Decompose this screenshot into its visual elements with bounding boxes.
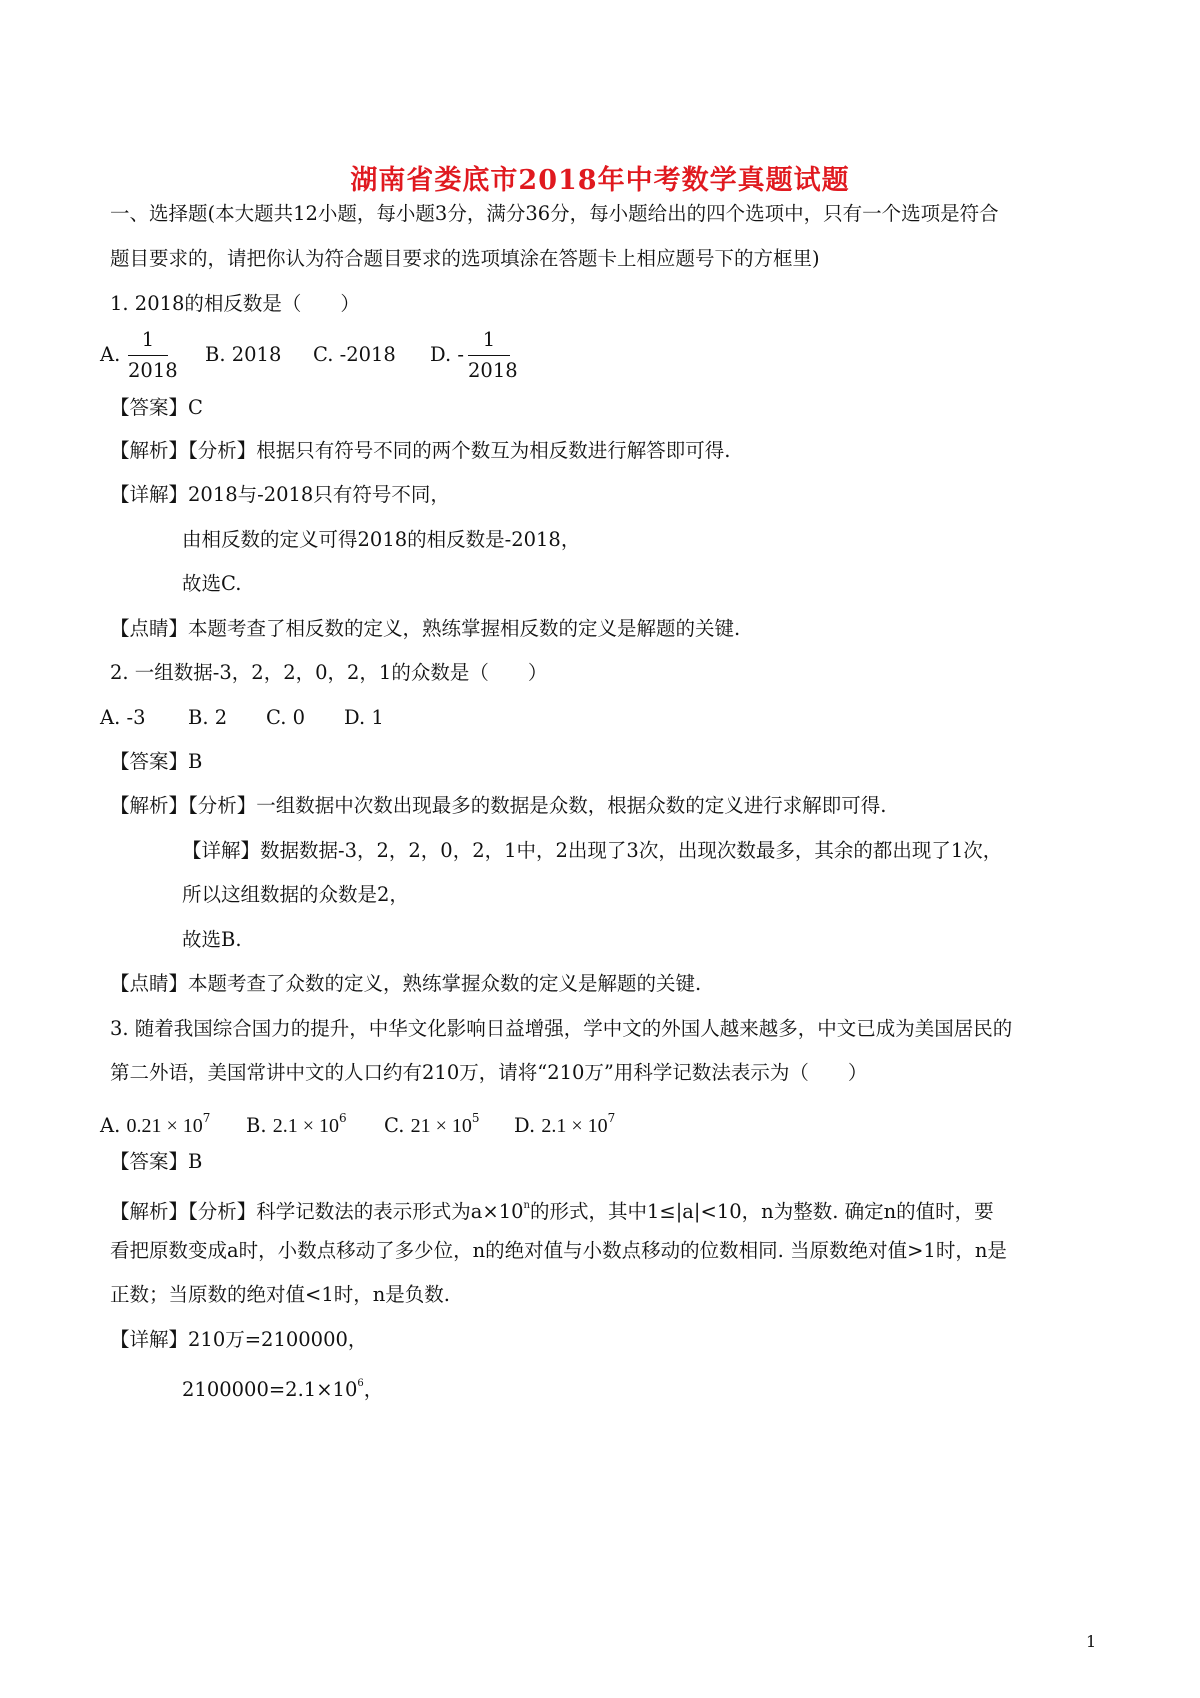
q3-option-c	[384, 1104, 480, 1140]
q1-option-a-label: A.	[100, 343, 121, 366]
q2-option-c: C. 0	[266, 706, 306, 729]
q1-option-d-label: D. -	[430, 343, 464, 366]
q2-comment: 【点睛】本题考查了众数的定义，熟练掌握众数的定义是解题的关键.	[110, 972, 702, 995]
q2-stem: 2. 一组数据-3，2，2，0，2，1的众数是（ ）	[110, 661, 548, 684]
q2-answer: 【答案】B	[110, 750, 203, 773]
q1-detail-line1: 【详解】2018与-2018只有符号不同，	[110, 483, 450, 506]
section-instructions-line1: 一、选择题(本大题共12小题，每小题3分，满分36分，每小题给出的四个选项中，只有一个选项是符合	[110, 202, 999, 225]
q1-option-a-numerator: 1	[141, 328, 155, 351]
q3-option-b	[246, 1104, 347, 1140]
q3-analysis-line3: 正数；当原数的绝对值<1时，n是负数.	[110, 1283, 451, 1306]
q3-option-a-label: A.	[100, 1114, 121, 1137]
q3-stem-line1: 3. 随着我国综合国力的提升，中华文化影响日益增强，学中文的外国人越来越多，中文已成为美国居民的	[110, 1017, 1013, 1040]
q1-detail-line3: 故选C.	[182, 572, 242, 595]
q2-detail-line2: 所以这组数据的众数是2，	[182, 883, 409, 906]
q2-option-a: A. -3	[100, 706, 146, 729]
q3-analysis-line1-exponent: n	[523, 1200, 530, 1211]
document-title: 湖南省娄底市2018年中考数学真题试题	[350, 165, 850, 196]
q1-detail-line2: 由相反数的定义可得2018的相反数是-2018，	[182, 528, 581, 551]
fraction-bar	[128, 355, 168, 356]
q3-option-c-exponent: 5	[471, 1111, 480, 1125]
q3-option-b-exponent: 6	[339, 1111, 347, 1125]
q1-option-d-numerator: 1	[482, 328, 496, 351]
q1-option-b: B. 2018	[205, 343, 282, 366]
q3-option-d-base: 2.1 × 10	[541, 1115, 608, 1137]
q3-option-d	[514, 1104, 615, 1140]
q3-detail-line2-rest: ，	[363, 1378, 384, 1401]
q1-option-a-fraction	[128, 328, 178, 383]
q3-analysis-line2: 看把原数变成a时，小数点移动了多少位，n的绝对值与小数点移动的位数相同. 当原数绝对值>1时，n是	[110, 1239, 1007, 1262]
q3-option-a	[100, 1104, 210, 1140]
q3-analysis-line1-rest: 的形式，其中1≤|a|<10，n为整数. 确定n的值时，要	[529, 1200, 994, 1223]
q3-option-d-label: D.	[514, 1114, 536, 1137]
q2-analysis: 【解析】【分析】一组数据中次数出现最多的数据是众数，根据众数的定义进行求解即可得.	[110, 794, 887, 817]
q2-detail-line3: 故选B.	[182, 928, 242, 951]
q1-analysis: 【解析】【分析】根据只有符号不同的两个数互为相反数进行解答即可得.	[110, 439, 731, 462]
q3-option-a-exponent: 7	[202, 1111, 211, 1125]
q3-answer: 【答案】B	[110, 1150, 203, 1173]
fraction-bar	[468, 355, 510, 356]
q1-option-a-denominator: 2018	[128, 359, 178, 382]
q1-comment: 【点睛】本题考查了相反数的定义，熟练掌握相反数的定义是解题的关键.	[110, 617, 741, 640]
q3-analysis-line1	[110, 1192, 994, 1226]
q3-option-c-base: 21 × 10	[410, 1115, 472, 1137]
q3-detail-line2-text: 2100000=2.1×10	[182, 1378, 358, 1401]
section-instructions-line2: 题目要求的，请把你认为符合题目要求的选项填涂在答题卡上相应题号下的方框里)	[110, 247, 820, 270]
page-number: 1	[1086, 1632, 1097, 1651]
q1-option-d-fraction	[468, 328, 518, 383]
q3-analysis-line1-text: 【解析】【分析】科学记数法的表示形式为a×10	[110, 1200, 524, 1223]
q3-option-b-label: B.	[246, 1114, 267, 1137]
q2-detail-line1: 【详解】数据数据-3，2，2，0，2，1中，2出现了3次，出现次数最多，其余的都出现了1次，	[182, 839, 1003, 862]
q3-detail-line2-exponent: 6	[357, 1378, 364, 1389]
q3-detail-line2	[182, 1370, 383, 1404]
q3-option-a-base: 0.21 × 10	[126, 1115, 203, 1137]
q1-answer: 【答案】C	[110, 396, 203, 419]
q3-stem-line2: 第二外语，美国常讲中文的人口约有210万，请将“210万”用科学记数法表示为（ ）	[110, 1061, 868, 1084]
q1-stem: 1. 2018的相反数是（ ）	[110, 292, 360, 315]
q3-option-d-exponent: 7	[607, 1111, 616, 1125]
q1-option-c: C. -2018	[313, 343, 396, 366]
q3-option-b-base: 2.1 × 10	[272, 1115, 340, 1137]
q3-detail-line1: 【详解】210万=2100000，	[110, 1328, 368, 1351]
q1-option-d-denominator: 2018	[468, 359, 518, 382]
q3-option-c-label: C.	[384, 1114, 405, 1137]
q2-option-d: D. 1	[344, 706, 384, 729]
q2-option-b: B. 2	[188, 706, 228, 729]
